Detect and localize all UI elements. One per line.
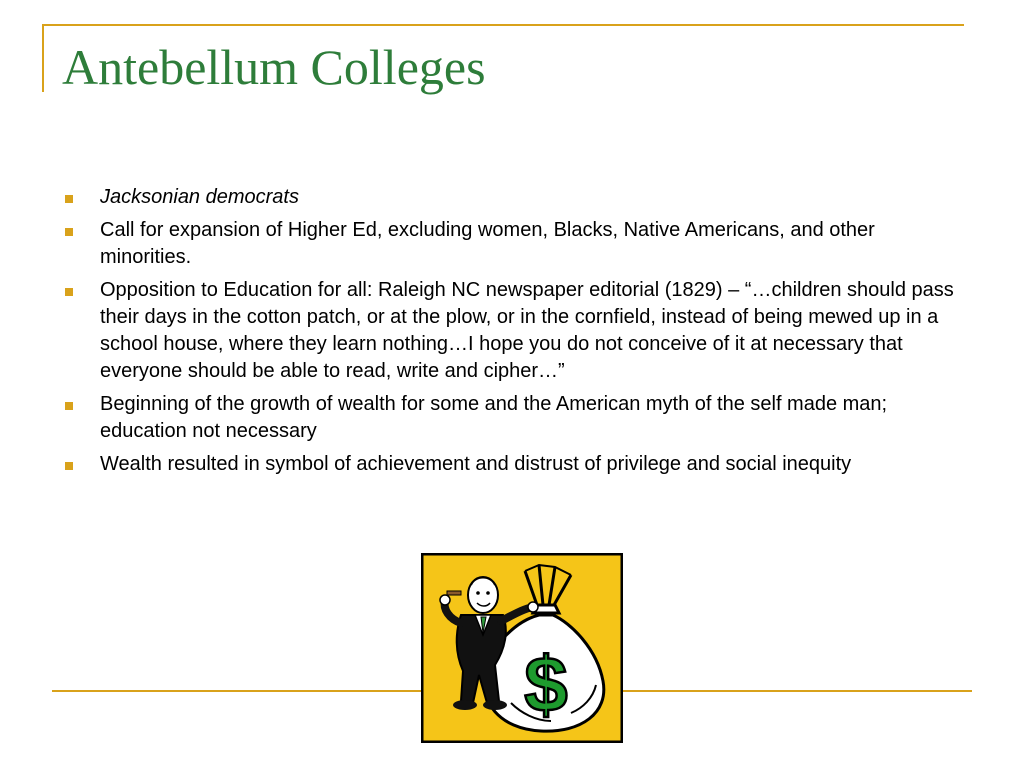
bullet-item [62, 277, 962, 385]
bottom-rule-right [620, 690, 972, 692]
bullet-list [62, 184, 962, 484]
money-bag-man-icon [421, 553, 623, 743]
bullet-text: Opposition to Education for all: Raleigh NC newspaper editorial (1829) – “…children should pass their days in the cotton patch, or at the plow, or in the cornfield, instead of being mewed up in a school house, where they learn nothing…I hope you do not conceive of it at necessary that everyone should be able to read, write and cipher…” [100, 279, 954, 382]
dollar-sign-icon: $ [524, 640, 568, 728]
top-rule [42, 24, 964, 26]
bullet-item [62, 451, 962, 478]
bullet-item [62, 184, 962, 211]
square-bullet-icon [65, 228, 73, 236]
bullet-item [62, 391, 962, 445]
bullet-text: Call for expansion of Higher Ed, excluding women, Blacks, Native Americans, and other minorities. [100, 219, 875, 268]
cigar-icon [447, 591, 461, 595]
bullet-item [62, 217, 962, 271]
slide-title: Antebellum Colleges [62, 39, 486, 95]
bullet-text: Beginning of the growth of wealth for some and the American myth of the self made man; education not necessary [100, 393, 888, 442]
bottom-rule-left [52, 690, 424, 692]
left-rule [42, 24, 44, 92]
square-bullet-icon [65, 288, 73, 296]
square-bullet-icon [65, 462, 73, 470]
square-bullet-icon [65, 195, 73, 203]
square-bullet-icon [65, 402, 73, 410]
bullet-text: Wealth resulted in symbol of achievement and distrust of privilege and social inequity [100, 453, 852, 475]
bullet-text: Jacksonian democrats [100, 186, 299, 208]
